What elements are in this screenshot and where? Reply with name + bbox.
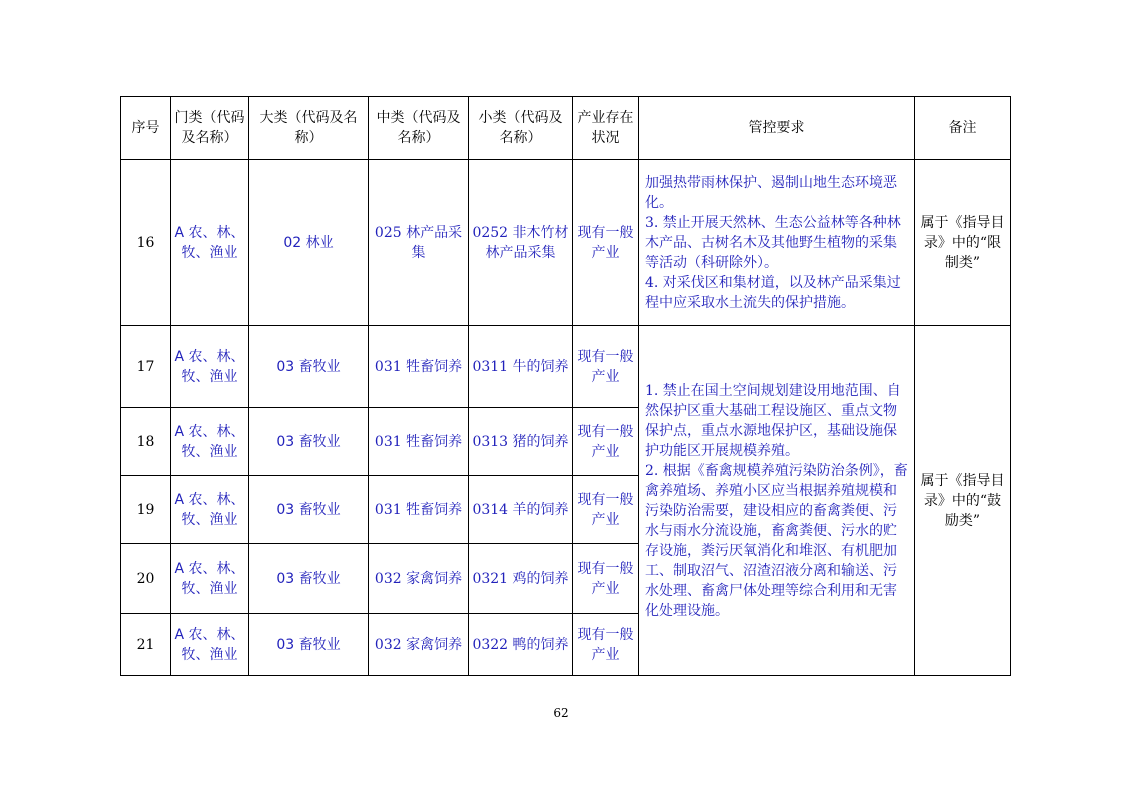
category-xiao: 0314 羊的饲养 [469, 476, 573, 544]
category-xiao: 0321 鸡的饲养 [469, 544, 573, 614]
requirement-line: 2. 根据《畜禽规模养殖污染防治条例》，畜禽养殖场、养殖小区应当根据养殖规模和污染防治需要，建设相应的畜禽粪便、污水与雨水分流设施，畜禽粪便、污水的贮存设施，粪污厌氧消化和堆沤、有机肥加工、制取沼气、沼渣沼液分离和输送、污水处理、畜禽尸体处理等综合利用和无害化处理设施。 [645, 462, 908, 619]
category-xiao: 0252 非木竹材林产品采集 [469, 160, 573, 326]
category-men: A 农、林、牧、渔业 [171, 544, 249, 614]
table-row [121, 326, 1011, 408]
row-number: 21 [121, 614, 171, 676]
category-men: A 农、林、牧、渔业 [171, 614, 249, 676]
category-da: 03 畜牧业 [249, 544, 369, 614]
category-da: 02 林业 [249, 160, 369, 326]
category-zhong: 031 牲畜饲养 [369, 476, 469, 544]
category-men: A 农、林、牧、渔业 [171, 408, 249, 476]
category-zhong: 031 牲畜饲养 [369, 408, 469, 476]
header-cell: 小类（代码及名称） [469, 97, 573, 160]
category-da: 03 畜牧业 [249, 614, 369, 676]
header-cell: 门类（代码及名称） [171, 97, 249, 160]
requirement-line: 加强热带雨林保护、遏制山地生态环境恶化。 [645, 174, 897, 211]
category-da: 03 畜牧业 [249, 476, 369, 544]
industry-status: 现有一般产业 [573, 408, 639, 476]
table-header-row [121, 97, 1011, 160]
category-men: A 农、林、牧、渔业 [171, 160, 249, 326]
row-number: 20 [121, 544, 171, 614]
header-cell: 中类（代码及名称） [369, 97, 469, 160]
requirement-line: 4. 对采伐区和集材道，以及林产品采集过程中应采取水土流失的保护措施。 [645, 274, 901, 311]
industry-status: 现有一般产业 [573, 476, 639, 544]
control-requirements [639, 160, 915, 326]
category-men: A 农、林、牧、渔业 [171, 326, 249, 408]
industry-status: 现有一般产业 [573, 326, 639, 408]
category-da: 03 畜牧业 [249, 326, 369, 408]
header-cell: 大类（代码及名称） [249, 97, 369, 160]
header-cell: 备注 [915, 97, 1011, 160]
industry-control-table [120, 96, 1011, 676]
category-xiao: 0311 牛的饲养 [469, 326, 573, 408]
category-da: 03 畜牧业 [249, 408, 369, 476]
table-row [121, 160, 1011, 326]
header-cell: 管控要求 [639, 97, 915, 160]
control-requirements [639, 326, 915, 676]
category-zhong: 031 牲畜饲养 [369, 326, 469, 408]
category-zhong: 025 林产品采集 [369, 160, 469, 326]
industry-status: 现有一般产业 [573, 544, 639, 614]
industry-status: 现有一般产业 [573, 614, 639, 676]
header-cell: 序号 [121, 97, 171, 160]
category-zhong: 032 家禽饲养 [369, 544, 469, 614]
remark: 属于《指导目录》中的“鼓励类” [915, 326, 1011, 676]
remark: 属于《指导目录》中的“限制类” [915, 160, 1011, 326]
requirement-line: 3. 禁止开展天然林、生态公益林等各种林木产品、古树名木及其他野生植物的采集等活动（科研除外）。 [645, 214, 901, 271]
header-cell: 产业存在状况 [573, 97, 639, 160]
category-xiao: 0322 鸭的饲养 [469, 614, 573, 676]
row-number: 18 [121, 408, 171, 476]
row-number: 19 [121, 476, 171, 544]
category-xiao: 0313 猪的饲养 [469, 408, 573, 476]
category-men: A 农、林、牧、渔业 [171, 476, 249, 544]
page-number: 62 [553, 706, 569, 720]
row-number: 16 [121, 160, 171, 326]
row-number: 17 [121, 326, 171, 408]
requirement-line: 1. 禁止在国土空间规划建设用地范围、自然保护区重大基础工程设施区、重点文物保护点，重点水源地保护区，基础设施保护功能区开展规模养殖。 [645, 382, 901, 459]
category-zhong: 032 家禽饲养 [369, 614, 469, 676]
industry-status: 现有一般产业 [573, 160, 639, 326]
